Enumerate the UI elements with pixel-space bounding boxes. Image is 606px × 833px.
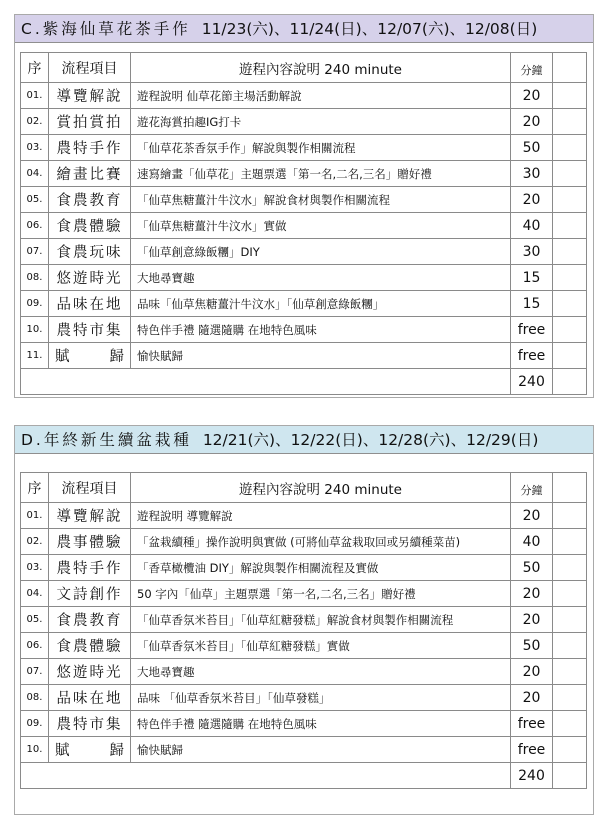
row-item: 農特手作 (49, 555, 131, 581)
row-item: 賞拍賞拍 (49, 109, 131, 135)
blank-cell (553, 343, 587, 369)
row-seq: 02. (21, 529, 49, 555)
section-d-panel (14, 425, 594, 815)
row-seq: 03. (21, 135, 49, 161)
row-minutes: 50 (511, 555, 553, 581)
row-seq: 04. (21, 581, 49, 607)
row-item: 賦歸 (49, 343, 131, 369)
row-seq: 05. (21, 607, 49, 633)
row-desc: 特色伴手禮 隨選隨購 在地特色風味 (131, 711, 511, 737)
table-row (21, 685, 587, 711)
row-seq: 06. (21, 633, 49, 659)
blank-cell (553, 529, 587, 555)
minutes-header: 分鐘 (511, 473, 553, 503)
row-item: 悠遊時光 (49, 659, 131, 685)
blank-cell (553, 763, 587, 789)
row-item: 繪畫比賽 (49, 161, 131, 187)
table-row (21, 581, 587, 607)
row-item: 農事體驗 (49, 529, 131, 555)
section-d-body (21, 503, 587, 789)
blank-cell (553, 161, 587, 187)
section-d-dates: 12/21(六)、12/22(日)、12/28(六)、12/29(日) (202, 431, 539, 449)
total-minutes: 240 (511, 763, 553, 789)
blank-cell (553, 737, 587, 763)
blank-cell (553, 265, 587, 291)
row-desc: 大地尋寶趣 (131, 659, 511, 685)
row-seq: 04. (21, 161, 49, 187)
table-row (21, 213, 587, 239)
row-seq: 11. (21, 343, 49, 369)
row-item: 農特市集 (49, 317, 131, 343)
blank-cell (553, 607, 587, 633)
row-minutes: 20 (511, 659, 553, 685)
blank-cell (21, 369, 511, 395)
row-minutes: 40 (511, 529, 553, 555)
row-item: 悠遊時光 (49, 265, 131, 291)
row-minutes: free (511, 737, 553, 763)
row-seq: 09. (21, 711, 49, 737)
blank-cell (553, 685, 587, 711)
row-seq: 07. (21, 239, 49, 265)
blank-cell (553, 213, 587, 239)
row-minutes: 40 (511, 213, 553, 239)
table-row (21, 83, 587, 109)
blank-cell (553, 503, 587, 529)
table-row (21, 161, 587, 187)
row-minutes: 15 (511, 291, 553, 317)
blank-cell (553, 187, 587, 213)
row-seq: 06. (21, 213, 49, 239)
desc-header: 遊程內容說明 240 minute (131, 53, 511, 83)
table-row (21, 265, 587, 291)
row-seq: 10. (21, 737, 49, 763)
total-row (21, 369, 587, 395)
row-seq: 02. (21, 109, 49, 135)
blank-cell (553, 83, 587, 109)
row-desc: 速寫繪畫「仙草花」主題票選「第一名,二名,三名」贈好禮 (131, 161, 511, 187)
row-minutes: 50 (511, 633, 553, 659)
table-row (21, 291, 587, 317)
table-row (21, 317, 587, 343)
total-minutes: 240 (511, 369, 553, 395)
row-desc: 愉快賦歸 (131, 343, 511, 369)
section-c-body (21, 83, 587, 395)
section-c-title: C.紫海仙草花茶手作 (21, 20, 191, 38)
row-desc: 遊程說明 導覽解說 (131, 503, 511, 529)
row-desc: 大地尋寶趣 (131, 265, 511, 291)
table-row (21, 659, 587, 685)
row-seq: 03. (21, 555, 49, 581)
row-seq: 05. (21, 187, 49, 213)
row-item: 食農教育 (49, 187, 131, 213)
table-row (21, 239, 587, 265)
table-row (21, 135, 587, 161)
row-desc: 遊程說明 仙草花節主場活動解說 (131, 83, 511, 109)
blank-cell (553, 581, 587, 607)
row-item: 食農體驗 (49, 213, 131, 239)
row-minutes: free (511, 711, 553, 737)
row-desc: 「盆栽續種」操作說明與實做 (可將仙草盆栽取回或另續種菜苗) (131, 529, 511, 555)
table-row (21, 529, 587, 555)
row-minutes: free (511, 317, 553, 343)
blank-cell (553, 135, 587, 161)
row-desc: 「香草橄欖油 DIY」解說與製作相關流程及實做 (131, 555, 511, 581)
row-item: 食農體驗 (49, 633, 131, 659)
item-header: 流程項目 (49, 473, 131, 503)
row-minutes: 20 (511, 685, 553, 711)
table-row (21, 711, 587, 737)
row-desc: 愉快賦歸 (131, 737, 511, 763)
row-minutes: 50 (511, 135, 553, 161)
blank-cell (553, 659, 587, 685)
blank-cell (553, 369, 587, 395)
table-header-row (21, 53, 587, 83)
section-d-title: D.年終新生續盆栽種 (21, 431, 192, 449)
row-desc: 特色伴手禮 隨選隨購 在地特色風味 (131, 317, 511, 343)
section-c-header (15, 15, 593, 43)
table-row (21, 607, 587, 633)
section-c-table (20, 52, 587, 395)
table-row (21, 109, 587, 135)
row-desc: 「仙草創意綠飯糰」DIY (131, 239, 511, 265)
row-seq: 10. (21, 317, 49, 343)
row-desc: 50 字內「仙草」主題票選「第一名,二名,三名」贈好禮 (131, 581, 511, 607)
blank-cell (553, 711, 587, 737)
row-item: 農特市集 (49, 711, 131, 737)
seq-header: 序 (21, 473, 49, 503)
blank-cell (553, 109, 587, 135)
blank-cell (553, 291, 587, 317)
blank-cell (553, 53, 587, 83)
blank-cell (553, 239, 587, 265)
row-item: 食農玩味 (49, 239, 131, 265)
blank-cell (553, 473, 587, 503)
row-item: 品味在地 (49, 685, 131, 711)
row-minutes: 20 (511, 581, 553, 607)
seq-header: 序 (21, 53, 49, 83)
row-minutes: 20 (511, 187, 553, 213)
row-item: 文詩創作 (49, 581, 131, 607)
row-minutes: free (511, 343, 553, 369)
table-row (21, 633, 587, 659)
row-seq: 09. (21, 291, 49, 317)
row-seq: 08. (21, 685, 49, 711)
row-desc: 「仙草香氛米苔目」「仙草紅糖發糕」實做 (131, 633, 511, 659)
table-row (21, 555, 587, 581)
row-item: 食農教育 (49, 607, 131, 633)
row-desc: 「仙草花茶香氛手作」解說與製作相關流程 (131, 135, 511, 161)
row-desc: 「仙草焦糖薑汁牛汶水」解說食材與製作相關流程 (131, 187, 511, 213)
table-row (21, 737, 587, 763)
row-seq: 01. (21, 83, 49, 109)
row-item: 賦歸 (49, 737, 131, 763)
blank-cell (21, 763, 511, 789)
row-desc: 品味「仙草焦糖薑汁牛汶水」「仙草創意綠飯糰」 (131, 291, 511, 317)
row-desc: 品味 「仙草香氛米苔目」「仙草發糕」 (131, 685, 511, 711)
row-item: 導覽解說 (49, 83, 131, 109)
table-header-row (21, 473, 587, 503)
row-seq: 01. (21, 503, 49, 529)
table-row (21, 343, 587, 369)
row-minutes: 20 (511, 607, 553, 633)
table-row (21, 503, 587, 529)
section-d-table (20, 472, 587, 789)
row-minutes: 30 (511, 239, 553, 265)
row-item: 品味在地 (49, 291, 131, 317)
row-item: 農特手作 (49, 135, 131, 161)
row-desc: 「仙草焦糖薑汁牛汶水」實做 (131, 213, 511, 239)
row-minutes: 20 (511, 503, 553, 529)
table-row (21, 187, 587, 213)
blank-cell (553, 555, 587, 581)
section-c-panel (14, 14, 594, 398)
row-desc: 遊花海賞拍趣IG打卡 (131, 109, 511, 135)
row-minutes: 15 (511, 265, 553, 291)
blank-cell (553, 633, 587, 659)
blank-cell (553, 317, 587, 343)
minutes-header: 分鐘 (511, 53, 553, 83)
row-seq: 07. (21, 659, 49, 685)
row-minutes: 30 (511, 161, 553, 187)
row-minutes: 20 (511, 83, 553, 109)
item-header: 流程項目 (49, 53, 131, 83)
total-row (21, 763, 587, 789)
desc-header: 遊程內容說明 240 minute (131, 473, 511, 503)
row-minutes: 20 (511, 109, 553, 135)
row-desc: 「仙草香氛米苔目」「仙草紅糖發糕」解說食材與製作相關流程 (131, 607, 511, 633)
row-seq: 08. (21, 265, 49, 291)
section-d-header (15, 426, 593, 454)
section-c-dates: 11/23(六)、11/24(日)、12/07(六)、12/08(日) (201, 20, 538, 38)
row-item: 導覽解說 (49, 503, 131, 529)
